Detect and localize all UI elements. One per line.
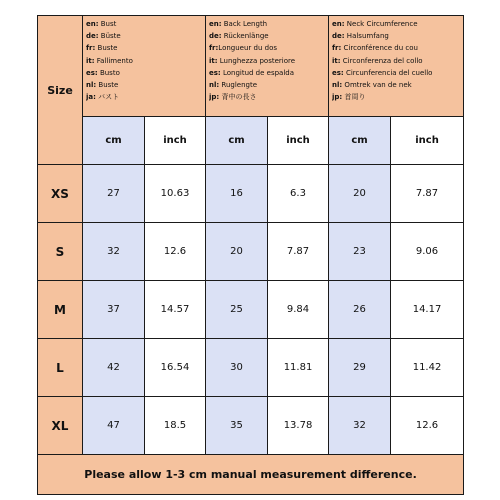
lang-line: es: Circunferencia del cuello [332,68,433,77]
lang-line: en: Bust [86,20,117,28]
value-cell: 12.6 [145,223,206,281]
note-row [38,455,464,495]
unit-row [38,117,464,165]
unit-cell: cm [329,117,391,165]
value-cell: 26 [329,281,391,339]
lang-line: en: Neck Circumference [332,20,418,28]
value-cell: 20 [329,165,391,223]
lang-line: nl: Buste [86,81,119,90]
unit-cell: inch [268,117,329,165]
back-length-header [206,16,329,117]
value-cell: 42 [83,339,145,397]
size-label: M [38,281,83,339]
lang-line: it: Circonferenza del collo [332,56,423,65]
value-cell: 13.78 [268,397,329,455]
unit-cell: cm [206,117,268,165]
value-cell: 18.5 [145,397,206,455]
value-cell: 12.6 [391,397,464,455]
value-cell: 9.84 [268,281,329,339]
lang-line: it: Fallimento [86,56,133,65]
value-cell: 10.63 [145,165,206,223]
unit-cell: cm [83,117,145,165]
value-cell: 7.87 [268,223,329,281]
value-cell: 14.17 [391,281,464,339]
value-cell: 14.57 [145,281,206,339]
value-cell: 16 [206,165,268,223]
value-cell: 11.42 [391,339,464,397]
value-cell: 29 [329,339,391,397]
lang-line: nl: Omtrek van de nek [332,81,412,90]
value-cell: 7.87 [391,165,464,223]
lang-line: jp: 首周り [332,93,366,102]
lang-line: de: Rückenlänge [209,32,269,41]
value-cell: 37 [83,281,145,339]
lang-line: de: Büste [86,32,121,41]
value-cell: 23 [329,223,391,281]
bust-header [83,16,206,117]
unit-cell: inch [391,117,464,165]
size-chart-table [37,15,464,495]
value-cell: 32 [329,397,391,455]
neck-circumference-header [329,16,464,117]
lang-line: fr: Circonférence du cou [332,44,418,53]
unit-cell: inch [145,117,206,165]
value-cell: 9.06 [391,223,464,281]
measurement-note: Please allow 1-3 cm manual measurement difference. [38,455,464,495]
lang-line: fr: Buste [86,44,118,53]
lang-line: de: Halsumfang [332,32,389,41]
size-label: XL [38,397,83,455]
value-cell: 27 [83,165,145,223]
size-label: L [38,339,83,397]
lang-line: es: Busto [86,68,120,77]
lang-line: en: Back Length [209,20,268,28]
header-row [38,16,464,117]
lang-line: es: Longitud de espalda [209,68,295,77]
value-cell: 16.54 [145,339,206,397]
table-row [38,281,464,339]
value-cell: 47 [83,397,145,455]
value-cell: 25 [206,281,268,339]
table-row [38,339,464,397]
value-cell: 32 [83,223,145,281]
size-header: Size [38,16,83,165]
value-cell: 35 [206,397,268,455]
value-cell: 11.81 [268,339,329,397]
size-label: XS [38,165,83,223]
size-label: S [38,223,83,281]
lang-line: nl: Ruglengte [209,81,258,90]
table-row [38,397,464,455]
lang-line: ja: バスト [86,93,120,102]
table-row [38,223,464,281]
lang-line: jp: 背中の長さ [209,93,257,102]
value-cell: 6.3 [268,165,329,223]
table-row [38,165,464,223]
lang-line: it: Lunghezza posteriore [209,56,296,65]
value-cell: 20 [206,223,268,281]
value-cell: 30 [206,339,268,397]
lang-line: fr:Longueur du dos [209,44,277,53]
